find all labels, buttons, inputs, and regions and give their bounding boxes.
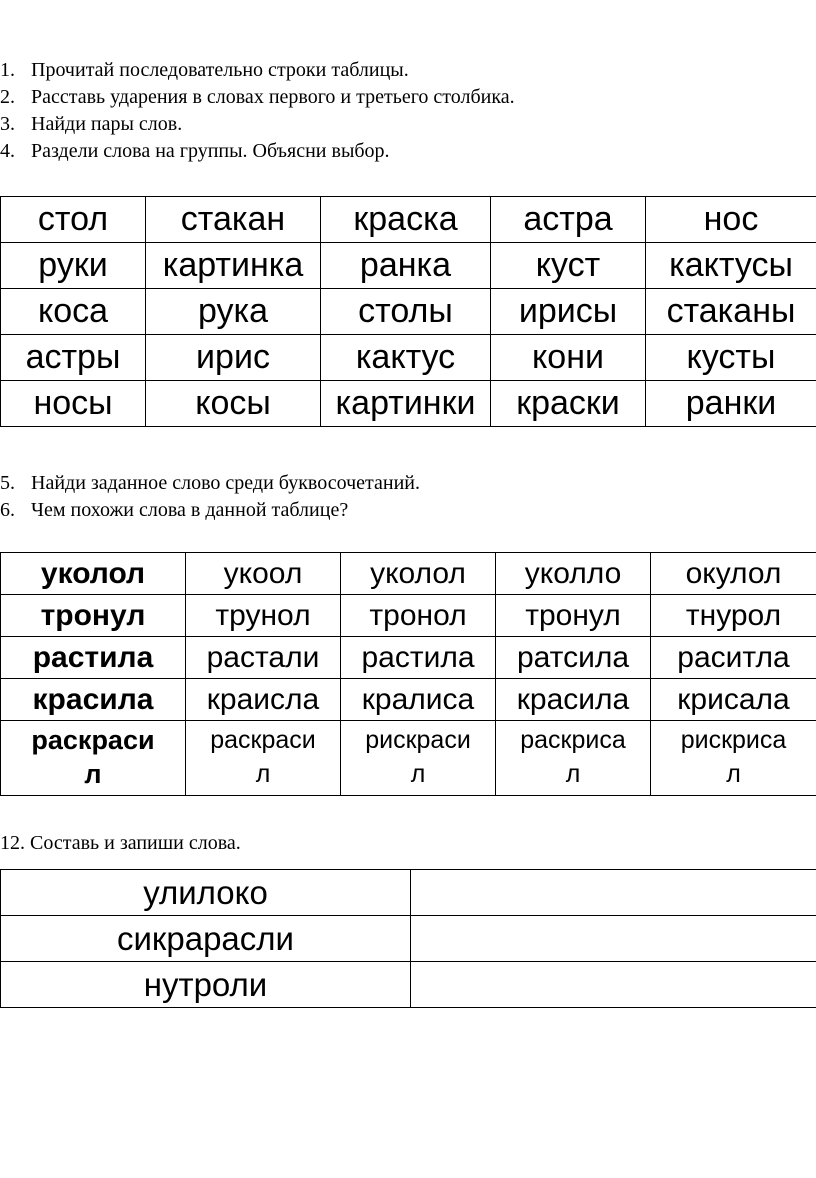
letter-combo-cell: крисала [651, 679, 816, 721]
instruction-5: 5. Найди заданное слово среди буквосочетаний. [0, 472, 420, 494]
word-cell: косы [146, 381, 321, 427]
letter-combinations-table [0, 552, 816, 796]
letter-combo-cell: раскриса л [496, 721, 651, 796]
word-cell: руки [1, 243, 146, 289]
word-cell: стол [1, 197, 146, 243]
instruction-2: 2. Расставь ударения в словах первого и третьего столбика. [0, 86, 515, 108]
table-row [1, 962, 816, 1008]
table-row [1, 679, 816, 721]
word-cell: коса [1, 289, 146, 335]
table-row [1, 553, 816, 595]
target-word-cell: тронул [1, 595, 186, 637]
instructions-list-top [0, 57, 515, 165]
table-row [1, 870, 816, 916]
word-cell: куст [491, 243, 646, 289]
letter-combo-cell: раскраси л [186, 721, 341, 796]
word-cell: ирис [146, 335, 321, 381]
instruction-1: 1. Прочитай последовательно строки таблицы. [0, 59, 409, 81]
word-cell: стаканы [646, 289, 816, 335]
answer-cell [411, 962, 816, 1008]
word-cell: нос [646, 197, 816, 243]
answer-cell [411, 916, 816, 962]
word-cell: кактусы [646, 243, 816, 289]
instruction-4: 4. Раздели слова на группы. Объясни выбор. [0, 140, 390, 162]
word-cell: астры [1, 335, 146, 381]
letter-combo-cell: раситла [651, 637, 816, 679]
table-row [1, 381, 816, 427]
word-cell: кусты [646, 335, 816, 381]
word-cell: рука [146, 289, 321, 335]
word-cell: картинки [321, 381, 491, 427]
word-cell: стакан [146, 197, 321, 243]
table-row [1, 916, 816, 962]
target-word-cell: уколол [1, 553, 186, 595]
target-word-cell: растила [1, 637, 186, 679]
instructions-list-middle [0, 470, 420, 524]
word-cell: ранки [646, 381, 816, 427]
instructions-list-bottom [0, 830, 241, 857]
word-cell: столы [321, 289, 491, 335]
letter-combo-cell: окулол [651, 553, 816, 595]
table-row [1, 721, 816, 796]
instruction-12: 12. Составь и запиши слова. [0, 832, 241, 854]
letter-combo-cell: тронол [341, 595, 496, 637]
letter-combo-cell: тнурол [651, 595, 816, 637]
letter-combo-cell: кралиса [341, 679, 496, 721]
letter-combo-cell: уколол [341, 553, 496, 595]
word-cell: ранка [321, 243, 491, 289]
letter-combo-cell: рискриса л [651, 721, 816, 796]
table-row [1, 335, 816, 381]
letter-combo-cell: уколло [496, 553, 651, 595]
word-cell: краски [491, 381, 646, 427]
letter-combo-cell: укоол [186, 553, 341, 595]
instruction-3: 3. Найди пары слов. [0, 113, 183, 135]
letter-combo-cell: трунол [186, 595, 341, 637]
scrambled-word-cell: нутроли [1, 962, 411, 1008]
target-word-cell: красила [1, 679, 186, 721]
table-row [1, 637, 816, 679]
scrambled-word-cell: улилоко [1, 870, 411, 916]
instruction-6: 6. Чем похожи слова в данной таблице? [0, 499, 349, 521]
word-cell: кактус [321, 335, 491, 381]
table-row [1, 197, 816, 243]
letter-combo-cell: рискраси л [341, 721, 496, 796]
table-row [1, 243, 816, 289]
words-table [0, 196, 816, 427]
word-cell: краска [321, 197, 491, 243]
word-cell: астра [491, 197, 646, 243]
table-row [1, 289, 816, 335]
letter-combo-cell: ратсила [496, 637, 651, 679]
letter-combo-cell: тронул [496, 595, 651, 637]
word-cell: носы [1, 381, 146, 427]
scrambled-word-cell: сикрарасли [1, 916, 411, 962]
word-cell: ирисы [491, 289, 646, 335]
letter-combo-cell: красила [496, 679, 651, 721]
letter-combo-cell: растила [341, 637, 496, 679]
letter-combo-cell: растали [186, 637, 341, 679]
table-row [1, 595, 816, 637]
target-word-cell: раскраси л [1, 721, 186, 796]
answer-cell [411, 870, 816, 916]
compose-words-table [0, 869, 816, 1008]
word-cell: картинка [146, 243, 321, 289]
word-cell: кони [491, 335, 646, 381]
letter-combo-cell: краисла [186, 679, 341, 721]
